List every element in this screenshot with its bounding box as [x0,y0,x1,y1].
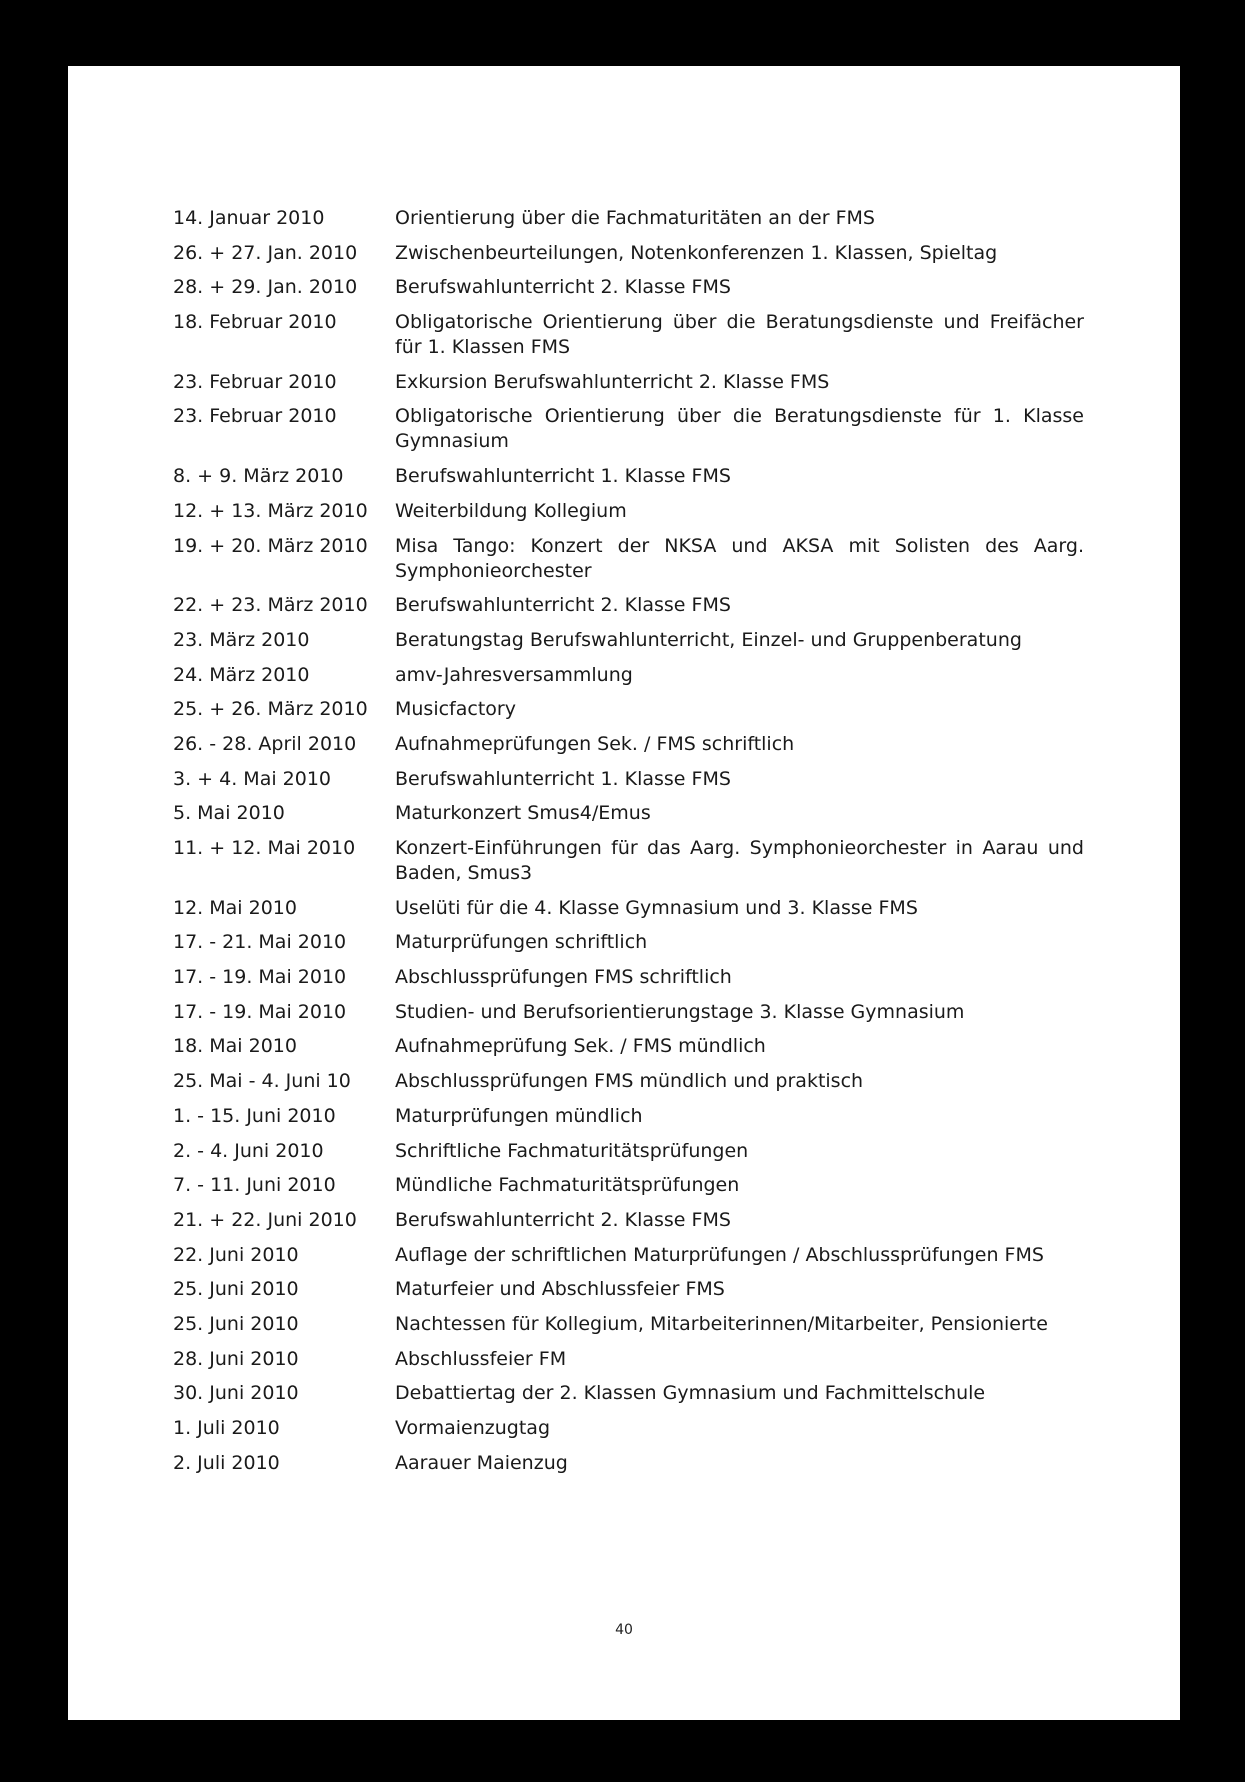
event-date: 3. + 4. Mai 2010 [173,767,332,790]
event-description: Berufswahlunterricht 1. Klasse FMS [395,465,731,488]
event-row [173,1139,1084,1174]
event-description: Debattiertag der 2. Klassen Gymnasium und Fachmittelschule [395,1382,986,1405]
event-date: 28. Juni 2010 [173,1347,299,1370]
event-date: 8. + 9. März 2010 [173,465,344,488]
event-description: Misa Tango: Konzert der NKSA und AKSA mit Solisten des Aarg. Symphonieorchester [395,534,1084,582]
event-description: Abschlussprüfungen FMS schriftlich [395,966,732,989]
event-row [173,1243,1084,1278]
event-date: 21. + 22. Juni 2010 [173,1208,357,1231]
event-date: 1. Juli 2010 [173,1417,280,1439]
event-date: 17. - 19. Mai 2010 [173,966,347,989]
event-date: 25. Juni 2010 [173,1278,299,1301]
event-row [173,663,1084,698]
event-row [173,275,1084,310]
event-date: 24. März 2010 [173,663,310,686]
event-row [173,965,1084,1000]
event-description: amv-Jahresversammlung [395,663,633,686]
event-date: 2. Juli 2010 [173,1451,280,1474]
event-description: Auflage der schriftlichen Maturprüfungen / Abschlussprüfungen FMS [395,1243,1044,1266]
event-description: Aufnahmeprüfung Sek. / FMS mündlich [395,1035,766,1058]
event-description: Uselüti für die 4. Klasse Gymnasium und 3. Klasse FMS [395,896,918,919]
event-row [173,1000,1084,1035]
event-description: Maturprüfungen mündlich [395,1104,643,1127]
event-date: 12. + 13. März 2010 [173,499,368,522]
event-row [173,1347,1084,1382]
event-date: 11. + 12. Mai 2010 [173,837,356,859]
event-date: 12. Mai 2010 [173,896,297,919]
event-date: 22. Juni 2010 [173,1243,299,1266]
event-description: Abschlussfeier FM [395,1347,567,1370]
event-row [173,836,1084,896]
event-row [173,930,1084,965]
event-date: 18. Mai 2010 [173,1035,297,1058]
event-date: 25. Juni 2010 [173,1312,299,1335]
event-date: 26. + 27. Jan. 2010 [173,241,358,264]
event-description: Obligatorische Orientierung über die Beratungsdienste und Freifächer für 1. Klassen FMS [395,311,1084,359]
event-date: 18. Februar 2010 [173,311,337,334]
event-description: Abschlussprüfungen FMS mündlich und praktisch [395,1070,864,1093]
page-number: 40 [615,1622,633,1638]
event-row [173,1451,1084,1486]
event-date: 7. - 11. Juni 2010 [173,1174,336,1197]
event-list [173,206,1084,1485]
event-description: Weiterbildung Kollegium [395,499,627,522]
event-description: Aufnahmeprüfungen Sek. / FMS schriftlich [395,732,795,755]
event-row [173,1312,1084,1347]
event-row [173,697,1084,732]
event-description: Studien- und Berufsorientierungstage 3. Klasse Gymnasium [395,1000,965,1023]
event-date: 23. März 2010 [173,628,310,651]
event-description: Exkursion Berufswahlunterricht 2. Klasse FMS [395,370,830,393]
event-row [173,534,1084,594]
event-date: 1. - 15. Juni 2010 [173,1104,336,1127]
event-date: 17. - 19. Mai 2010 [173,1000,347,1023]
event-description: Maturprüfungen schriftlich [395,931,648,954]
event-row [173,310,1084,370]
event-date: 22. + 23. März 2010 [173,594,368,617]
event-row [173,404,1084,464]
event-row [173,1277,1084,1312]
event-date: 19. + 20. März 2010 [173,534,368,557]
event-description: Schriftliche Fachmaturitätsprüfungen [395,1139,749,1162]
event-row [173,1173,1084,1208]
event-date: 28. + 29. Jan. 2010 [173,276,358,299]
event-row [173,206,1084,241]
event-description: Zwischenbeurteilungen, Notenkonferenzen 1. Klassen, Spieltag [395,241,998,264]
event-row [173,1416,1084,1451]
event-description: Orientierung über die Fachmaturitäten an der FMS [395,207,875,229]
document-page [68,66,1180,1720]
event-row [173,241,1084,276]
event-description: Berufswahlunterricht 2. Klasse FMS [395,1208,731,1231]
event-date: 14. Januar 2010 [173,207,325,229]
event-description: Mündliche Fachmaturitätsprüfungen [395,1174,740,1197]
event-date: 17. - 21. Mai 2010 [173,931,347,954]
event-description: Berufswahlunterricht 2. Klasse FMS [395,594,731,617]
event-row [173,464,1084,499]
event-date: 2. - 4. Juni 2010 [173,1139,324,1162]
event-description: Nachtessen für Kollegium, Mitarbeiterinnen/Mitarbeiter, Pensionierte [395,1312,1048,1335]
event-row [173,1034,1084,1069]
event-row [173,1381,1084,1416]
event-date: 25. Mai - 4. Juni 10 [173,1070,351,1093]
event-row [173,499,1084,534]
event-description: Berufswahlunterricht 1. Klasse FMS [395,767,731,790]
event-row [173,628,1084,663]
event-row [173,732,1084,767]
event-date: 23. Februar 2010 [173,370,337,393]
event-description: Obligatorische Orientierung über die Beratungsdienste für 1. Klasse Gymnasium [395,405,1084,453]
event-description: Musicfactory [395,698,516,721]
event-row [173,370,1084,405]
event-description: Konzert-Einführungen für das Aarg. Symphonieorchester in Aarau und Baden, Smus3 [395,837,1084,884]
event-row [173,896,1084,931]
event-row [173,767,1084,802]
event-row [173,593,1084,628]
event-date: 26. - 28. April 2010 [173,732,357,755]
event-date: 25. + 26. März 2010 [173,698,368,721]
event-description: Berufswahlunterricht 2. Klasse FMS [395,276,731,299]
event-date: 5. Mai 2010 [173,802,285,825]
event-row [173,1069,1084,1104]
event-row [173,801,1084,836]
event-row [173,1208,1084,1243]
event-description: Vormaienzugtag [395,1417,551,1439]
event-date: 30. Juni 2010 [173,1382,299,1405]
event-description: Beratungstag Berufswahlunterricht, Einzel- und Gruppenberatung [395,628,1022,651]
event-description: Maturkonzert Smus4/Emus [395,802,651,825]
event-date: 23. Februar 2010 [173,405,337,428]
event-row [173,1104,1084,1139]
event-description: Maturfeier und Abschlussfeier FMS [395,1278,725,1301]
event-description: Aarauer Maienzug [395,1451,568,1474]
